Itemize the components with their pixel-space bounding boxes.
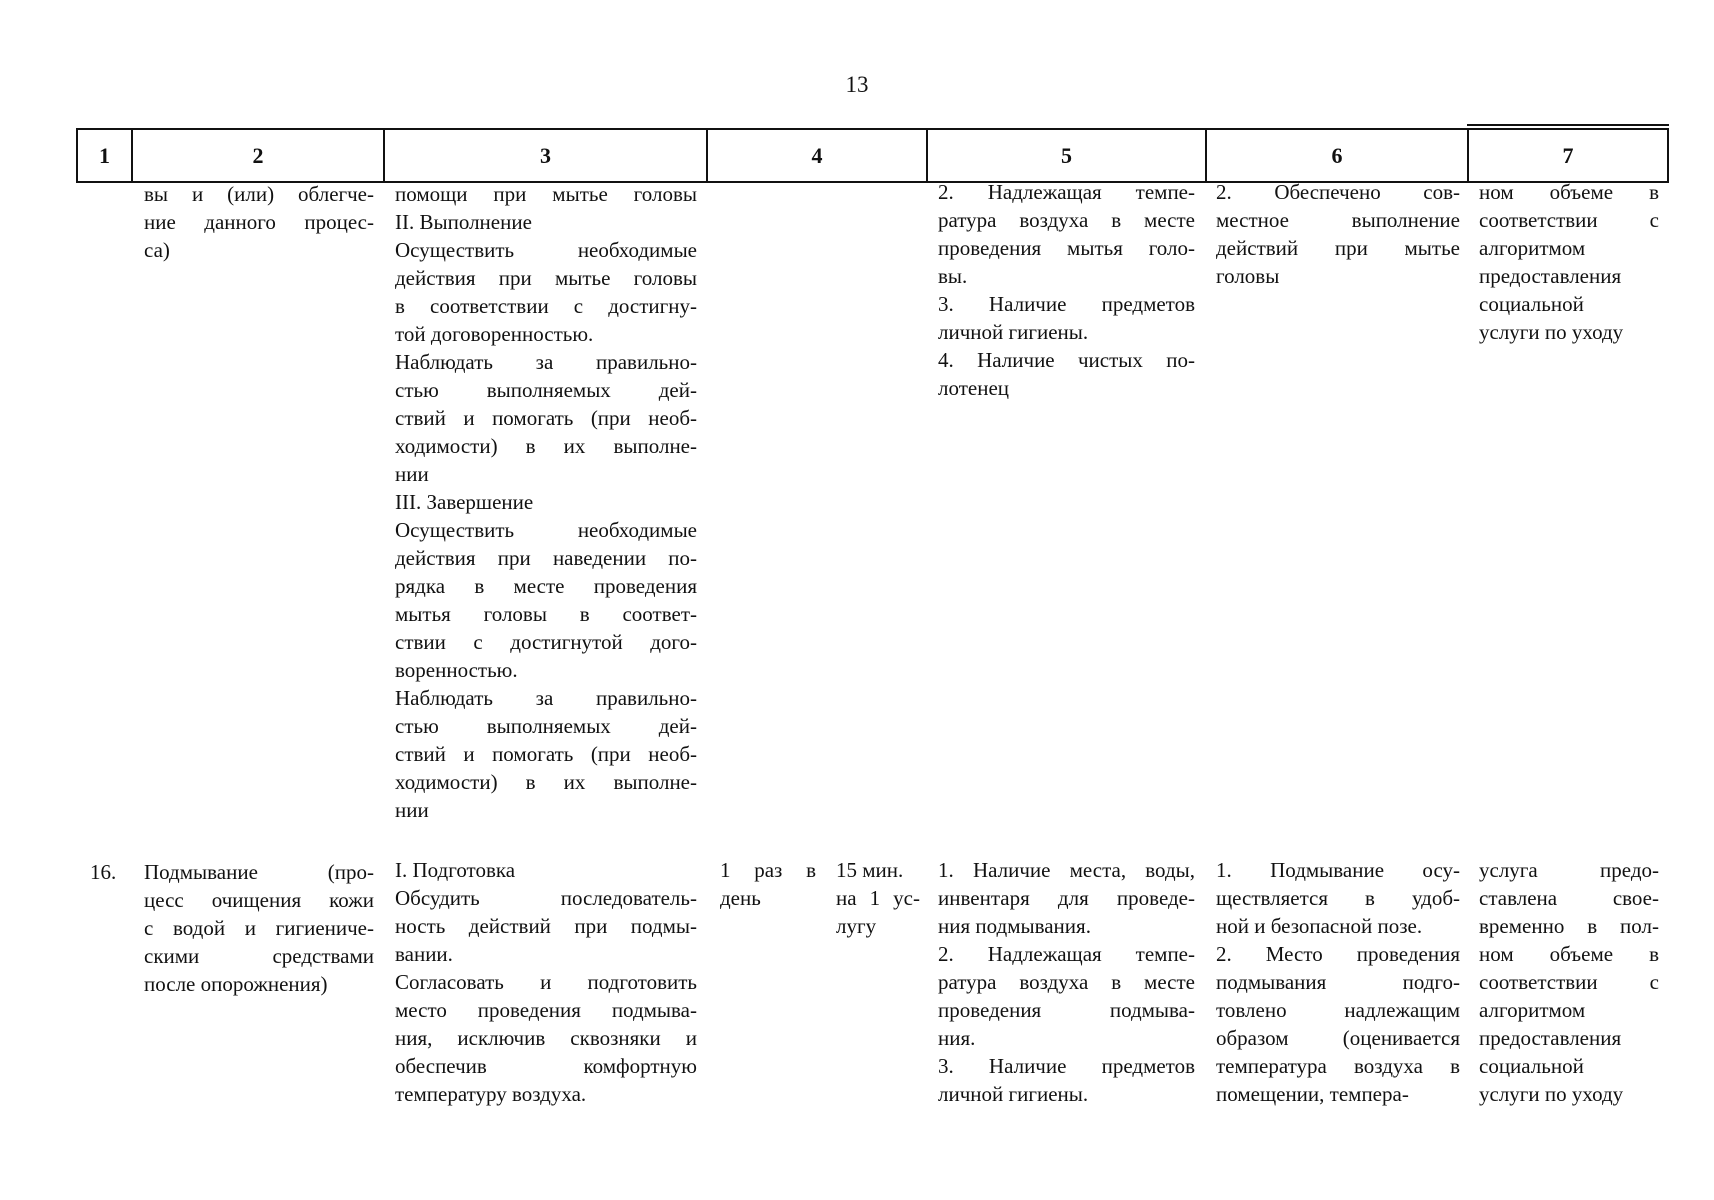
row16-col7 bbox=[1479, 856, 1659, 1108]
text-line: помещении, темпера- bbox=[1216, 1082, 1409, 1106]
cont-col5 bbox=[938, 178, 1195, 402]
text-line: Согласовать и подготовить bbox=[395, 970, 697, 994]
text-line: III. Завершение bbox=[395, 490, 534, 514]
text-line: день bbox=[720, 886, 761, 910]
text-line: рядка в месте проведения bbox=[395, 574, 697, 598]
text-line: Осуществить необходимые bbox=[395, 518, 697, 542]
text-line: ние данного процес- bbox=[144, 210, 374, 234]
header-col-2: 2 bbox=[131, 130, 383, 181]
text-line: ной и безопасной позе. bbox=[1216, 914, 1423, 938]
text-line: ния подмывания. bbox=[938, 914, 1091, 938]
table-header-row bbox=[76, 128, 1669, 183]
row16-col4-frequency bbox=[720, 856, 816, 912]
text-line: помощи при мытье головы bbox=[395, 182, 697, 206]
text-line: услуги по уходу bbox=[1479, 320, 1624, 344]
text-line: соответствии с bbox=[1479, 208, 1659, 232]
text-line: 2. Место проведения bbox=[1216, 942, 1460, 966]
services-table bbox=[76, 128, 1669, 183]
text-line: с водой и гигиениче- bbox=[144, 916, 374, 940]
header-col-6: 6 bbox=[1205, 130, 1467, 181]
text-line: личной гигиены. bbox=[938, 1082, 1089, 1106]
cont-col2 bbox=[144, 180, 374, 264]
row16-col2 bbox=[144, 858, 374, 998]
row16-number: 16. bbox=[90, 860, 117, 884]
row16-col5 bbox=[938, 856, 1195, 1108]
text-line: социальной bbox=[1479, 1054, 1584, 1078]
text-line: 2. Надлежащая темпе- bbox=[938, 942, 1195, 966]
text-line: II. Выполнение bbox=[395, 210, 532, 234]
text-line: 1. Подмывание осу- bbox=[1216, 858, 1460, 882]
text-line: мытья головы в соответ- bbox=[395, 602, 697, 626]
text-line: температура воздуха в bbox=[1216, 1054, 1460, 1078]
text-line: головы bbox=[1216, 264, 1280, 288]
text-line: на 1 ус- bbox=[836, 886, 920, 910]
text-line: услуга предо- bbox=[1479, 858, 1659, 882]
text-line: временно в пол- bbox=[1479, 914, 1659, 938]
text-line: 2. Надлежащая темпе- bbox=[938, 180, 1195, 204]
text-line: 1. Наличие места, воды, bbox=[938, 858, 1195, 882]
text-line: алгоритмом bbox=[1479, 998, 1586, 1022]
text-line: проведения мытья голо- bbox=[938, 236, 1195, 260]
header-col-1: 1 bbox=[76, 130, 131, 181]
text-line: лугу bbox=[836, 914, 877, 938]
text-line: ном объеме в bbox=[1479, 942, 1659, 966]
text-line: услуги по уходу bbox=[1479, 1082, 1624, 1106]
header-col-7: 7 bbox=[1467, 130, 1669, 181]
text-line: стью выполняемых дей- bbox=[395, 378, 697, 402]
text-line: подмывания подго- bbox=[1216, 970, 1460, 994]
text-line: 3. Наличие предметов bbox=[938, 1054, 1195, 1078]
text-line: Наблюдать за правильно- bbox=[395, 686, 697, 710]
text-line: ность действий при подмы- bbox=[395, 914, 697, 938]
text-line: той договоренностью. bbox=[395, 322, 594, 346]
text-line: вы. bbox=[938, 264, 968, 288]
text-line: вы и (или) облегче- bbox=[144, 182, 374, 206]
text-line: алгоритмом bbox=[1479, 236, 1586, 260]
text-line: ществляется в удоб- bbox=[1216, 886, 1460, 910]
text-line: воренностью. bbox=[395, 658, 518, 682]
text-line: обеспечив комфортную bbox=[395, 1054, 697, 1078]
text-line: ния, исключив сквозняки и bbox=[395, 1026, 697, 1050]
top-rule bbox=[1467, 124, 1669, 126]
text-line: проведения подмыва- bbox=[938, 998, 1195, 1022]
text-line: ходимости) в их выполне- bbox=[395, 434, 697, 458]
cont-col6 bbox=[1216, 178, 1460, 290]
text-line: температуру воздуха. bbox=[395, 1082, 587, 1106]
text-line: ния. bbox=[938, 1026, 976, 1050]
text-line: 3. Наличие предметов bbox=[938, 292, 1195, 316]
text-line: предоставления bbox=[1479, 264, 1622, 288]
page-number: 13 bbox=[845, 72, 869, 97]
text-line: товлено надлежащим bbox=[1216, 998, 1460, 1022]
text-line: Наблюдать за правильно- bbox=[395, 350, 697, 374]
cont-col3 bbox=[395, 180, 697, 824]
text-line: ствий и помогать (при необ- bbox=[395, 406, 697, 430]
text-line: ствий и помогать (при необ- bbox=[395, 742, 697, 766]
text-line: социальной bbox=[1479, 292, 1584, 316]
text-line: место проведения подмыва- bbox=[395, 998, 697, 1022]
text-line: цесс очищения кожи bbox=[144, 888, 374, 912]
row16-col4-duration bbox=[836, 856, 920, 940]
text-line: ствии с достигнутой дого- bbox=[395, 630, 697, 654]
header-col-4: 4 bbox=[706, 130, 926, 181]
text-line: 1 раз в bbox=[720, 858, 816, 882]
text-line: I. Подготовка bbox=[395, 858, 516, 882]
text-line: личной гигиены. bbox=[938, 320, 1089, 344]
text-line: соответствии с bbox=[1479, 970, 1659, 994]
text-line: Осуществить необходимые bbox=[395, 238, 697, 262]
text-line: ном объеме в bbox=[1479, 180, 1659, 204]
text-line: ратура воздуха в месте bbox=[938, 970, 1195, 994]
text-line: Обсудить последователь- bbox=[395, 886, 697, 910]
header-col-5: 5 bbox=[926, 130, 1205, 181]
cont-col7 bbox=[1479, 178, 1659, 346]
text-line: нии bbox=[395, 798, 429, 822]
text-line: стью выполняемых дей- bbox=[395, 714, 697, 738]
text-line: действия при мытье головы bbox=[395, 266, 697, 290]
text-line: ставлена свое- bbox=[1479, 886, 1659, 910]
text-line: в соответствии с достигну- bbox=[395, 294, 697, 318]
text-line: скими средствами bbox=[144, 944, 374, 968]
text-line: предоставления bbox=[1479, 1026, 1622, 1050]
text-line: инвентаря для проведе- bbox=[938, 886, 1195, 910]
text-line: ходимости) в их выполне- bbox=[395, 770, 697, 794]
header-col-3: 3 bbox=[383, 130, 706, 181]
text-line: 2. Обеспечено сов- bbox=[1216, 180, 1460, 204]
text-line: действий при мытье bbox=[1216, 236, 1460, 260]
text-line: Подмывание (про- bbox=[144, 860, 374, 884]
text-line: после опорожнения) bbox=[144, 972, 328, 996]
text-line: ратура воздуха в месте bbox=[938, 208, 1195, 232]
text-line: 15 мин. bbox=[836, 858, 904, 882]
row16-col6 bbox=[1216, 856, 1460, 1108]
text-line: образом (оценивается bbox=[1216, 1026, 1460, 1050]
row16-col3 bbox=[395, 856, 697, 1108]
text-line: 4. Наличие чистых по- bbox=[938, 348, 1195, 372]
text-line: нии bbox=[395, 462, 429, 486]
text-line: лотенец bbox=[938, 376, 1009, 400]
text-line: местное выполнение bbox=[1216, 208, 1460, 232]
text-line: действия при наведении по- bbox=[395, 546, 697, 570]
text-line: са) bbox=[144, 238, 170, 262]
text-line: вании. bbox=[395, 942, 453, 966]
